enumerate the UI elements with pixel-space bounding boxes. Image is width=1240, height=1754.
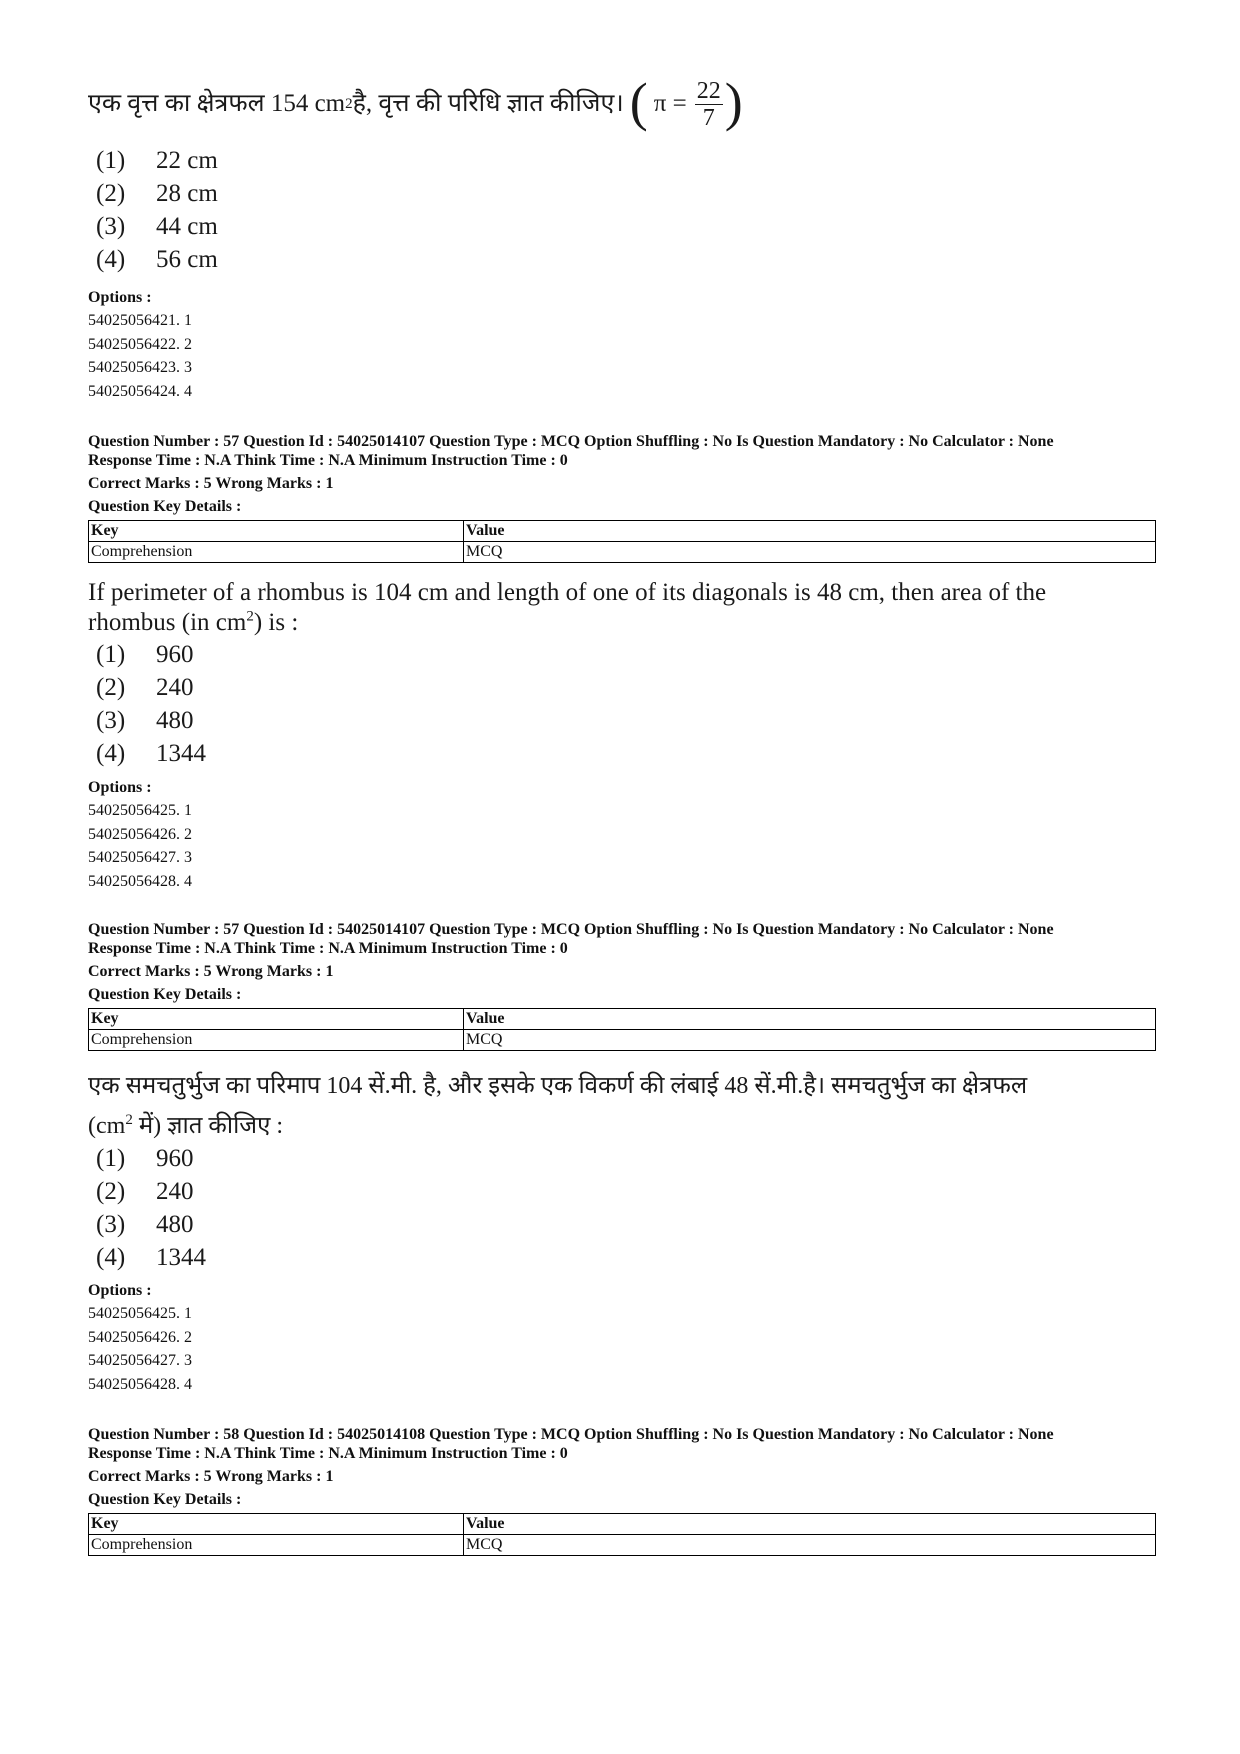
choice: (3) 480: [96, 707, 194, 734]
question-58-meta: Question Number : 58 Question Id : 54025014108 Question Type : MCQ Option Shuffling : No Is Question Mandatory : No Calculator : None Response Time : N.A Think Time : N.A Minimum Instruction Time : 0 Correct Marks : 5 Wrong Marks : 1 Question Key Details : Key Value Comprehension MCQ: [88, 1425, 1156, 1556]
option-ids: 54025056421. 1 54025056422. 2 54025056423. 3 54025056424. 4: [88, 312, 192, 400]
question-text: If perimeter of a rhombus is 104 cm and length of one of its diagonals is 48 cm, then area of the rhombus (in $cm^2$) is :: [88, 579, 1047, 636]
choice: (2) 240: [96, 674, 194, 701]
key-value-table: Key Value Comprehension MCQ: [88, 1513, 1156, 1556]
option-ids: 54025056425. 1 54025056426. 2 54025056427. 3 54025056428. 4: [88, 802, 192, 890]
choice: (3) 480: [96, 1211, 194, 1238]
option-ids: 54025056425. 1 54025056426. 2 54025056427. 3 54025056428. 4: [88, 1305, 192, 1393]
choice: (3) 44 cm: [96, 213, 218, 240]
choice: (1) 960: [96, 641, 194, 668]
key-value-table: Key Value Comprehension MCQ: [88, 520, 1156, 563]
question-text: एक समचतुर्भुज का परिमाप 104 सें.मी. है, और इसके एक विकर्ण की लंबाई 48 सें.मी.है। समचतुर्भुज का क्षेत्रफल ($cm^2$ में) ज्ञात कीजिए :: [88, 1073, 1028, 1139]
options-section: [88, 286, 1156, 403]
options-section: Options : 54025056425. 1 54025056426. 2 54025056427. 3 54025056428. 4: [88, 776, 1156, 893]
options-section: Options : 54025056425. 1 54025056426. 2 54025056427. 3 54025056428. 4: [88, 1279, 1156, 1396]
answer-choices: [88, 144, 1156, 276]
choice: (4) 1344: [96, 1244, 206, 1271]
pi-fraction: ( π = $\frac{22}{7}$ ): [629, 72, 743, 132]
answer-choices: [88, 638, 1156, 770]
choice: (2) 28 cm: [96, 180, 218, 207]
question-57-english: [88, 578, 1156, 638]
choice: (2) 240: [96, 1178, 194, 1205]
question-56-hindi: [88, 74, 1156, 134]
key-value-table: Key Value Comprehension MCQ: [88, 1008, 1156, 1051]
question-57-meta: Question Number : 57 Question Id : 54025014107 Question Type : MCQ Option Shuffling : No Is Question Mandatory : No Calculator : None Response Time : N.A Think Time : N.A Minimum Instruction Time : 0 Correct Marks : 5 Wrong Marks : 1 Question Key Details : Key Value Comprehension MCQ: [88, 432, 1156, 563]
question-57-hindi: [88, 1066, 1156, 1146]
question-57-hindi-meta: Question Number : 57 Question Id : 54025014107 Question Type : MCQ Option Shuffling : No Is Question Mandatory : No Calculator : None Response Time : N.A Think Time : N.A Minimum Instruction Time : 0 Correct Marks : 5 Wrong Marks : 1 Question Key Details : Key Value Comprehension MCQ: [88, 920, 1156, 1051]
question-text: एक वृत्त का क्षेत्रफल 154 cm 2 है, वृत्त की परिधि ज्ञात कीजिए। ( π = $\frac{22}{7}$ ): [88, 72, 743, 132]
options-label: Options :: [88, 289, 152, 306]
choice: (1) 960: [96, 1145, 194, 1172]
choice: (4) 56 cm: [96, 246, 218, 273]
choice: (1) 22 cm: [96, 147, 218, 174]
answer-choices: [88, 1142, 1156, 1274]
choice: (4) 1344: [96, 740, 206, 767]
